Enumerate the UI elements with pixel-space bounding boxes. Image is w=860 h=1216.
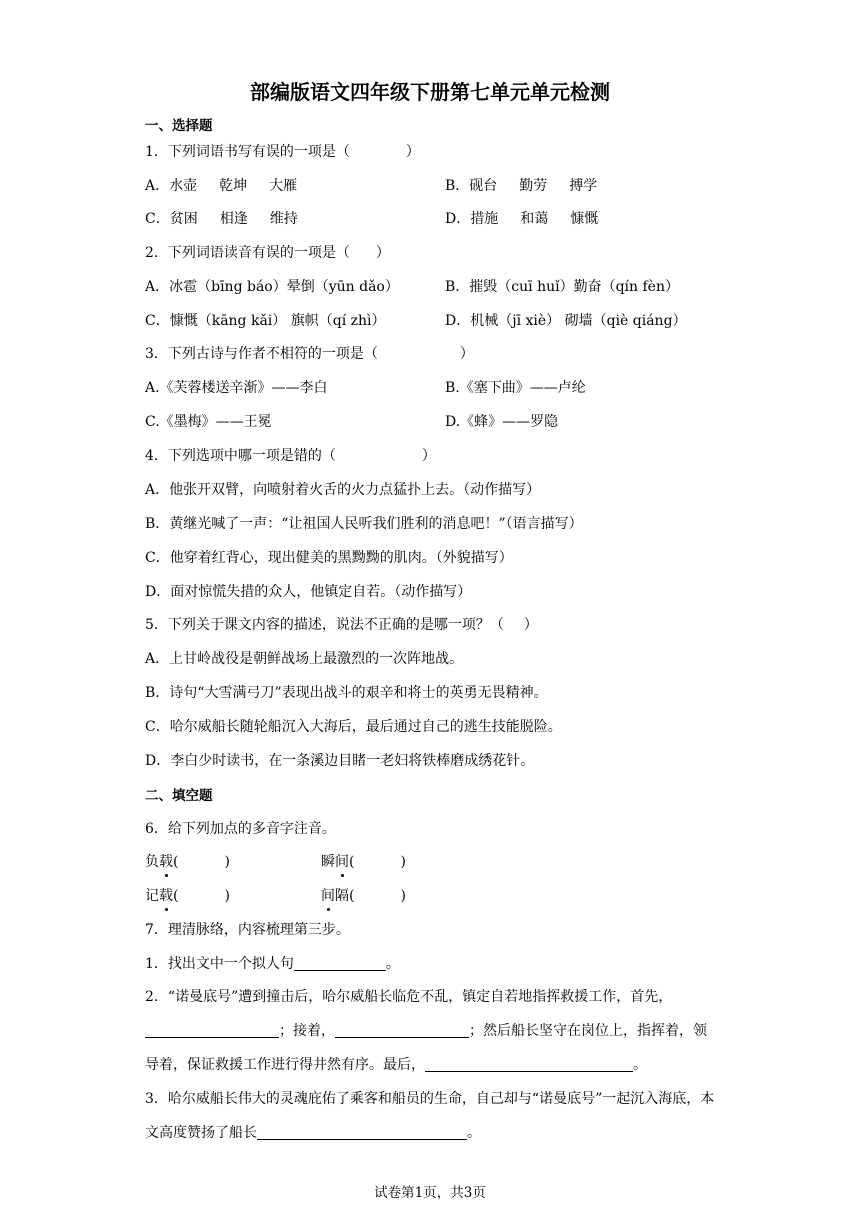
question-6-stem: 6．给下列加点的多音字注音。 xyxy=(145,821,336,837)
question-3-option-c: C.《墨梅》——王冕 xyxy=(145,414,272,430)
question-6-item-4: 间隔( ) xyxy=(321,885,406,905)
question-2-option-a: A．冰雹（bīng báo）晕倒（yūn dǎo） xyxy=(145,279,399,295)
question-4-option-b: B．黄继光喊了一声：“让祖国人民听我们胜利的消息吧！”（语言描写） xyxy=(145,516,583,532)
page-title: 部编版语文四年级下册第七单元单元检测 xyxy=(250,80,610,104)
answer-blank[interactable] xyxy=(425,1055,633,1072)
question-6-item-2: 瞬间( ) xyxy=(321,851,406,871)
question-1-option-c: C．贫困 相逢 维持 xyxy=(145,211,298,227)
answer-blank[interactable] xyxy=(335,1021,469,1038)
question-7-stem: 7．理清脉络，内容梳理第三步。 xyxy=(145,922,350,938)
answer-blank[interactable] xyxy=(294,954,386,971)
question-7-sub-2: 2．“诺曼底号”遭到撞击后，哈尔威船长临危不乱，镇定自若地指挥救援工作，首先， ；接着， ；然后船长坚守在岗位上，指挥着，领导着，保证救援工作进行得井然有序。最后， 。 xyxy=(145,989,707,1073)
page-footer: 试卷第1页，共3页 xyxy=(374,1185,486,1201)
question-3-stem: 3．下列古诗与作者不相符的一项是（ ） xyxy=(145,346,474,362)
question-1-option-b: B．砚台 勤劳 搏学 xyxy=(445,178,598,194)
question-5-option-a: A．上甘岭战役是朝鲜战场上最激烈的一次阵地战。 xyxy=(145,651,464,667)
question-1-option-d: D．措施 和蔼 慷慨 xyxy=(445,211,599,227)
question-5-option-d: D．李白少时读书，在一条溪边目睹一老妇将铁棒磨成绣花针。 xyxy=(145,753,535,769)
question-6-item-1: 负载( ) xyxy=(145,851,230,871)
question-3-option-d: D.《蜂》——罗隐 xyxy=(445,414,559,430)
question-2-option-c: C．慷慨（kāng kǎi） 旗帜（qí zhì） xyxy=(145,313,386,329)
question-3-option-a: A.《芙蓉楼送辛渐》——李白 xyxy=(145,380,328,396)
question-2-option-b: B．摧毁（cuī huǐ）勤奋（qín fèn） xyxy=(445,279,679,295)
question-5-option-c: C．哈尔威船长随轮船沉入大海后，最后通过自己的逃生技能脱险。 xyxy=(145,719,562,735)
question-7-sub-3: 3．哈尔威船长伟大的灵魂庇佑了乘客和船员的生命，自己却与“诺曼底号”一起沉入海底，本文高度赞扬了船长 。 xyxy=(145,1091,715,1141)
answer-blank[interactable] xyxy=(145,1021,279,1038)
question-1-option-a: A．水壶 乾坤 大雁 xyxy=(145,178,298,194)
question-3-option-b: B.《塞下曲》——卢纶 xyxy=(445,380,586,396)
question-2-stem: 2．下列词语读音有误的一项是（ ） xyxy=(145,245,390,261)
question-4-option-c: C．他穿着红背心，现出健美的黑黝黝的肌肉。（外貌描写） xyxy=(145,550,513,566)
question-4-option-d: D．面对惊慌失措的众人，他镇定自若。（动作描写） xyxy=(145,584,472,600)
question-4-option-a: A．他张开双臂，向喷射着火舌的火力点猛扑上去。（动作描写） xyxy=(145,482,541,498)
answer-blank[interactable] xyxy=(257,1123,467,1140)
question-2-option-d: D．机械（jī xiè） 砌墙（qiè qiáng） xyxy=(445,313,687,329)
question-5-stem: 5．下列关于课文内容的描述，说法不正确的是哪一项？（ ） xyxy=(145,617,538,633)
question-6-item-3: 记载( ) xyxy=(145,885,230,905)
question-5-option-b: B．诗句“大雪满弓刀”表现出战斗的艰辛和将士的英勇无畏精神。 xyxy=(145,685,548,701)
section-heading-fill: 二、填空题 xyxy=(145,788,213,804)
section-heading-choice: 一、选择题 xyxy=(145,118,213,134)
question-1-stem: 1．下列词语书写有误的一项是（ ） xyxy=(145,144,420,160)
question-4-stem: 4．下列选项中哪一项是错的（ ） xyxy=(145,448,436,464)
question-7-sub-1: 1．找出文中一个拟人句 。 xyxy=(145,956,400,972)
